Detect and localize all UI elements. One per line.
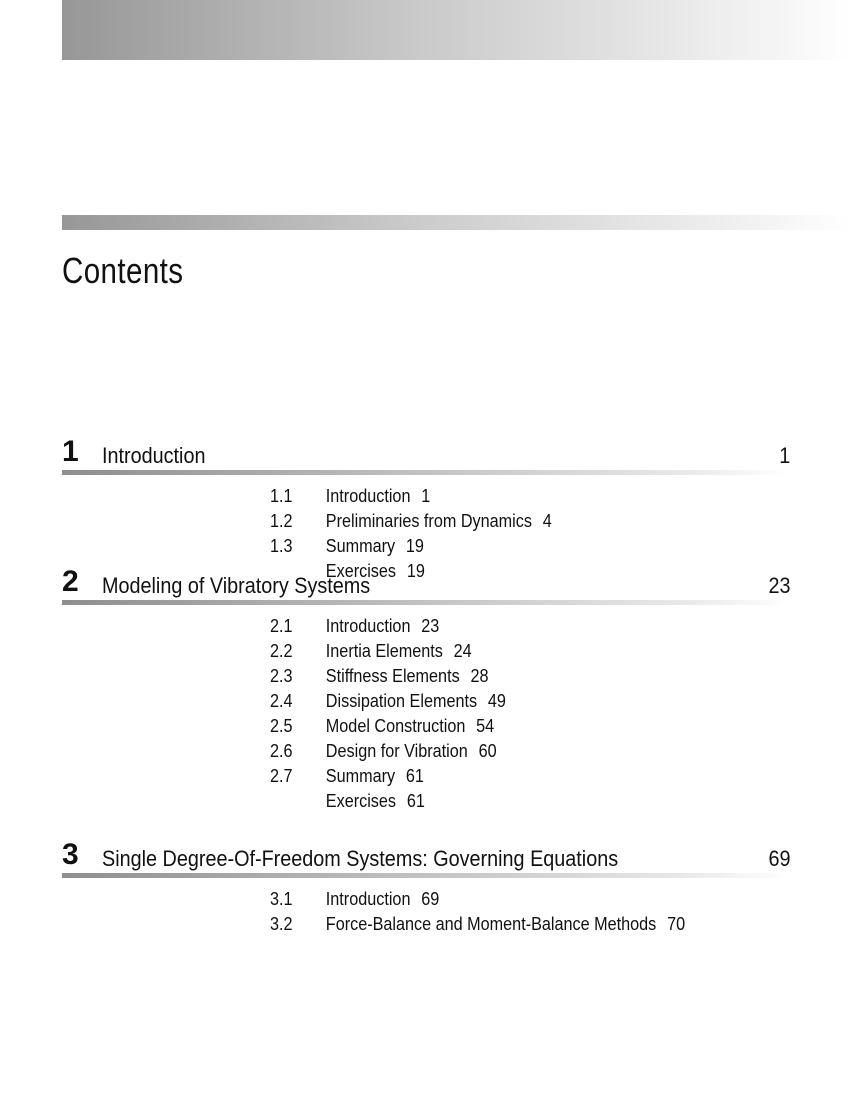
section-page: 70 bbox=[667, 914, 686, 934]
section-title[interactable]: Dissipation Elements bbox=[325, 691, 478, 711]
section-page: 60 bbox=[478, 741, 497, 761]
section-number: 2.5 bbox=[270, 716, 293, 736]
section-number: 1.1 bbox=[270, 486, 293, 506]
section-number: 2.2 bbox=[270, 641, 293, 661]
section-entry[interactable] bbox=[270, 887, 685, 912]
page-title: Contents bbox=[62, 250, 184, 291]
section-entry[interactable] bbox=[270, 789, 506, 814]
section-page: 28 bbox=[470, 666, 489, 686]
section-title[interactable]: Design for Vibration bbox=[325, 741, 468, 761]
title-gradient-bar bbox=[62, 215, 850, 230]
section-page: 61 bbox=[406, 791, 425, 811]
chapter-heading[interactable] bbox=[62, 435, 790, 475]
chapter-rule bbox=[62, 873, 790, 878]
section-entry[interactable] bbox=[270, 639, 506, 664]
section-entry[interactable] bbox=[270, 764, 506, 789]
section-entry[interactable] bbox=[270, 912, 685, 937]
chapter-heading[interactable] bbox=[62, 565, 790, 605]
chapter-title[interactable]: Introduction bbox=[102, 443, 206, 468]
section-number: 3.2 bbox=[270, 914, 293, 934]
section-number: 1.3 bbox=[270, 536, 293, 556]
section-list bbox=[270, 887, 731, 937]
section-list bbox=[270, 614, 532, 814]
section-entry[interactable] bbox=[270, 689, 506, 714]
section-number: 2.3 bbox=[270, 666, 293, 686]
section-title[interactable]: Summary bbox=[325, 536, 396, 556]
section-page: 24 bbox=[453, 641, 472, 661]
section-number: 2.4 bbox=[270, 691, 293, 711]
section-number: 2.6 bbox=[270, 741, 293, 761]
section-title[interactable]: Summary bbox=[325, 766, 396, 786]
section-number: 1.2 bbox=[270, 511, 293, 531]
section-title[interactable]: Introduction bbox=[325, 486, 411, 506]
section-number: 2.1 bbox=[270, 616, 293, 636]
chapter-number: 1 bbox=[62, 435, 79, 468]
chapter-number: 3 bbox=[62, 838, 79, 871]
section-title[interactable]: Introduction bbox=[325, 889, 411, 909]
section-page: 23 bbox=[421, 616, 440, 636]
section-title[interactable]: Model Construction bbox=[325, 716, 466, 736]
section-title[interactable]: Force-Balance and Moment-Balance Methods bbox=[325, 914, 657, 934]
chapter-page: 1 bbox=[778, 443, 790, 468]
section-title[interactable]: Exercises bbox=[325, 791, 397, 811]
chapter-number: 2 bbox=[62, 565, 79, 598]
section-page: 4 bbox=[542, 511, 552, 531]
section-entry[interactable] bbox=[270, 739, 506, 764]
chapter-heading[interactable] bbox=[62, 838, 790, 878]
chapter-title[interactable]: Modeling of Vibratory Systems bbox=[102, 573, 371, 598]
section-page: 19 bbox=[406, 561, 425, 581]
section-number: 3.1 bbox=[270, 889, 293, 909]
section-page: 61 bbox=[405, 766, 424, 786]
header-gradient-bar bbox=[62, 0, 850, 60]
section-title[interactable]: Preliminaries from Dynamics bbox=[325, 511, 532, 531]
section-entry[interactable] bbox=[270, 509, 552, 534]
section-title[interactable]: Stiffness Elements bbox=[325, 666, 460, 686]
section-entry[interactable] bbox=[270, 534, 552, 559]
section-page: 69 bbox=[421, 889, 440, 909]
section-entry[interactable] bbox=[270, 714, 506, 739]
section-entry[interactable] bbox=[270, 664, 506, 689]
section-page: 49 bbox=[487, 691, 506, 711]
section-page: 54 bbox=[476, 716, 495, 736]
section-page: 1 bbox=[421, 486, 431, 506]
section-title[interactable]: Introduction bbox=[325, 616, 411, 636]
chapter-title[interactable]: Single Degree-Of-Freedom Systems: Governing Equations bbox=[102, 846, 619, 871]
section-page: 19 bbox=[405, 536, 424, 556]
chapter-rule bbox=[62, 470, 790, 475]
chapter-rule bbox=[62, 600, 790, 605]
section-title[interactable]: Exercises bbox=[325, 561, 397, 581]
section-entry[interactable] bbox=[270, 484, 552, 509]
chapter-page: 23 bbox=[767, 573, 790, 598]
section-number: 2.7 bbox=[270, 766, 293, 786]
section-title[interactable]: Inertia Elements bbox=[325, 641, 443, 661]
chapter-page: 69 bbox=[767, 846, 790, 871]
section-entry[interactable] bbox=[270, 614, 506, 639]
